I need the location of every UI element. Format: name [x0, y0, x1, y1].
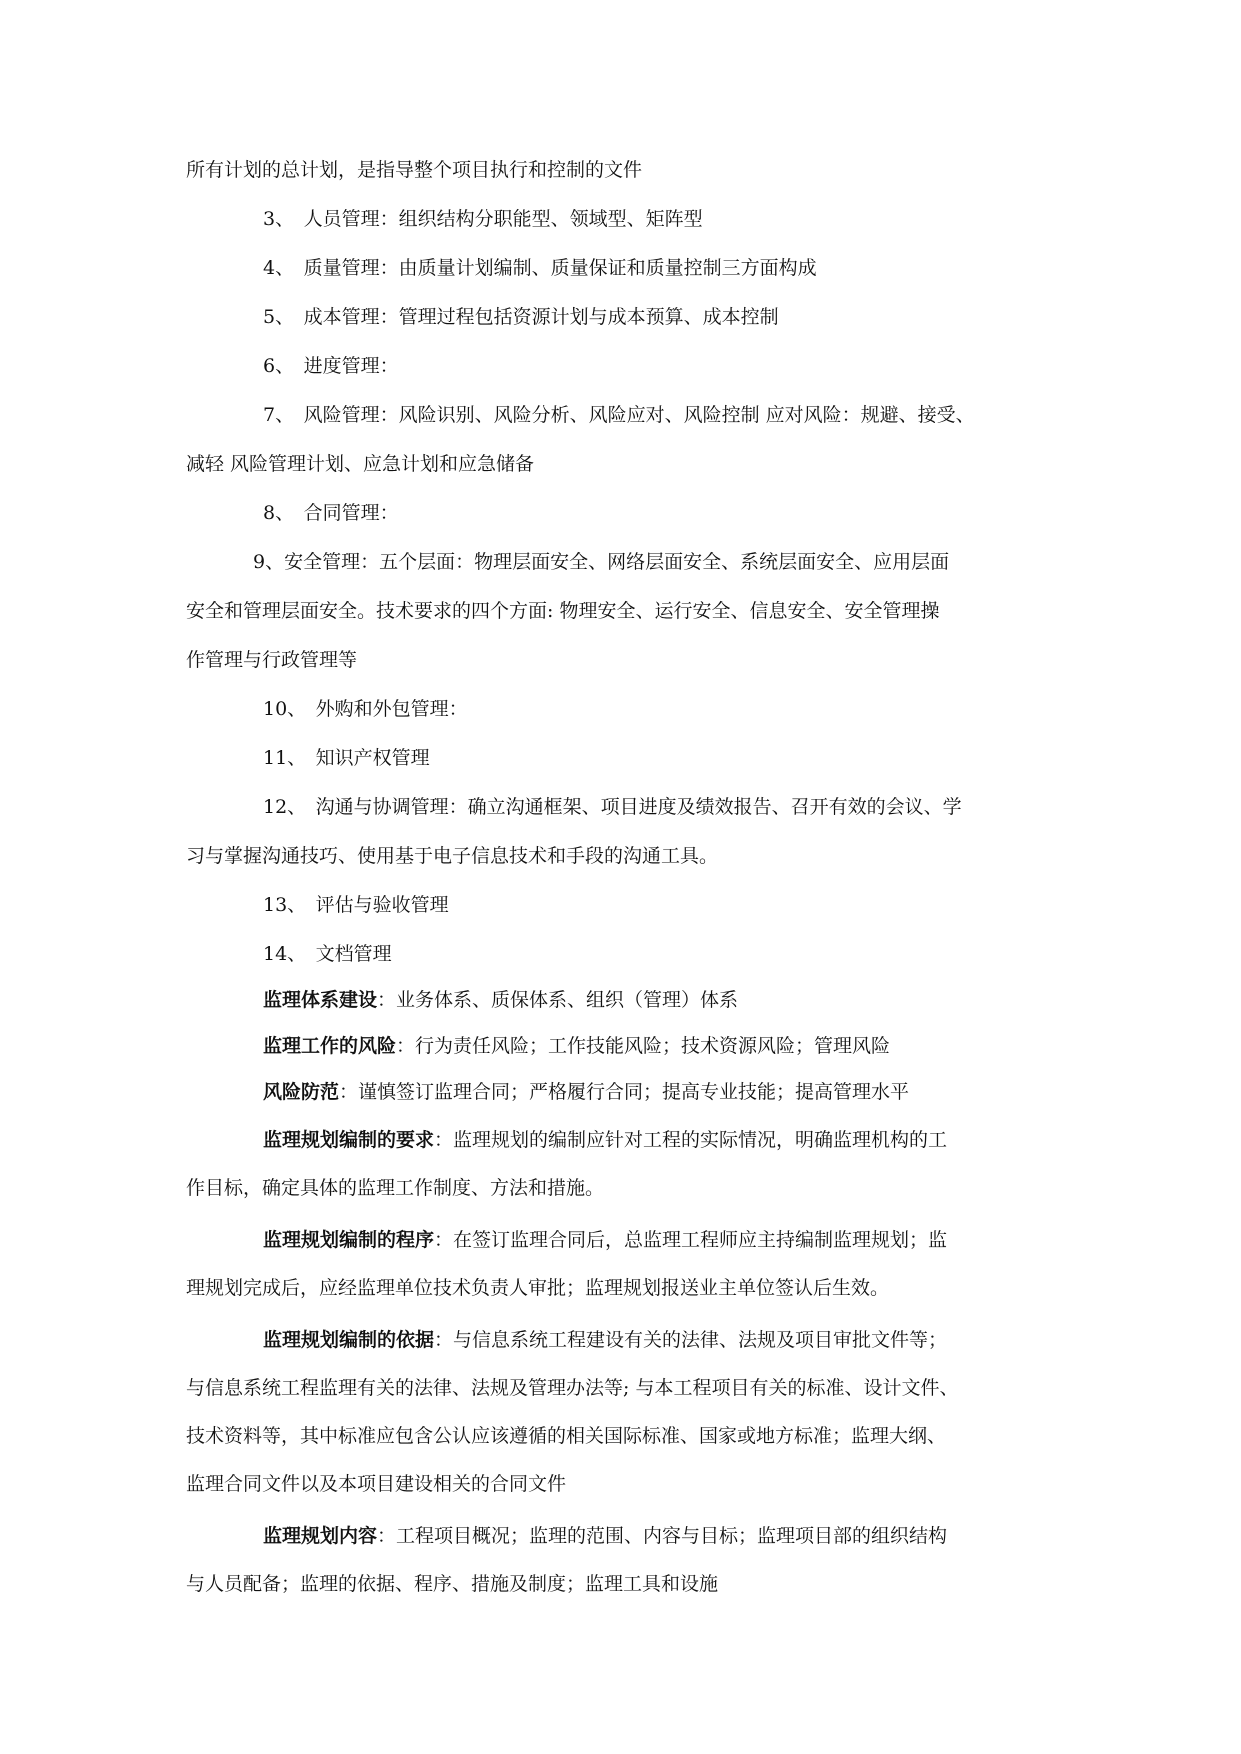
text-line: 安全和管理层面安全。技术要求的四个方面: 物理安全、运行安全、信息安全、安全管理操 [186, 600, 940, 622]
list-item-6: 6、 进度管理： [263, 355, 399, 377]
list-item-13: 13、 评估与验收管理 [263, 894, 449, 916]
list-item-5: 5、 成本管理：管理过程包括资源计划与成本预算、成本控制 [263, 306, 779, 328]
paragraph-line [263, 1032, 890, 1060]
list-item-11: 11、 知识产权管理 [263, 747, 430, 769]
term-heading: 监理规划编制的程序 [263, 1229, 435, 1251]
term-body: ：业务体系、质保体系、组织（管理）体系 [377, 989, 739, 1011]
term-body: ：监理规划的编制应针对工程的实际情况，明确监理机构的工 [434, 1129, 948, 1151]
list-item-9: 9、安全管理：五个层面：物理层面安全、网络层面安全、系统层面安全、应用层面 [253, 551, 950, 573]
paragraph-line [263, 1226, 947, 1254]
text-line: 减轻 风险管理计划、应急计划和应急储备 [186, 453, 535, 475]
paragraph-line [263, 986, 738, 1014]
term-heading: 监理规划内容 [263, 1525, 378, 1547]
text-line: 作目标，确定具体的监理工作制度、方法和措施。 [186, 1177, 605, 1199]
text-line: 技术资料等，其中标准应包含公认应该遵循的相关国际标准、国家或地方标准；监理大纲、 [186, 1425, 947, 1447]
term-body: ：谨慎签订监理合同；严格履行合同；提高专业技能；提高管理水平 [339, 1081, 910, 1103]
paragraph-line [263, 1522, 947, 1550]
list-item-14: 14、 文档管理 [263, 943, 392, 965]
term-heading: 风险防范 [263, 1081, 340, 1103]
paragraph-line [263, 1078, 909, 1106]
text-line: 习与掌握沟通技巧、使用基于电子信息技术和手段的沟通工具。 [186, 845, 719, 867]
text-line: 理规划完成后，应经监理单位技术负责人审批；监理规划报送业主单位签认后生效。 [186, 1277, 890, 1299]
text-line: 监理合同文件以及本项目建设相关的合同文件 [186, 1473, 567, 1495]
paragraph-line [263, 1126, 947, 1154]
text-line: 与人员配备；监理的依据、程序、措施及制度；监理工具和设施 [186, 1573, 719, 1595]
list-item-4: 4、 质量管理：由质量计划编制、质量保证和质量控制三方面构成 [263, 257, 817, 279]
term-body: ：工程项目概况；监理的范围、内容与目标；监理项目部的组织结构 [377, 1525, 948, 1547]
term-body: ：与信息系统工程建设有关的法律、法规及项目审批文件等； [434, 1329, 948, 1351]
list-item-12: 12、 沟通与协调管理：确立沟通框架、项目进度及绩效报告、召开有效的会议、学 [263, 796, 962, 818]
term-heading: 监理体系建设 [263, 989, 378, 1011]
text-line: 所有计划的总计划，是指导整个项目执行和控制的文件 [186, 159, 643, 181]
paragraph-line [263, 1326, 947, 1354]
list-item-3: 3、 人员管理：组织结构分职能型、领域型、矩阵型 [263, 208, 703, 230]
text-line: 作管理与行政管理等 [186, 649, 358, 671]
list-item-10: 10、 外购和外包管理： [263, 698, 468, 720]
term-body: ：行为责任风险；工作技能风险；技术资源风险；管理风险 [396, 1035, 891, 1057]
term-heading: 监理规划编制的依据 [263, 1329, 435, 1351]
text-line: 与信息系统工程监理有关的法律、法规及管理办法等; 与本工程项目有关的标准、设计文件、 [186, 1377, 959, 1399]
list-item-7: 7、 风险管理：风险识别、风险分析、风险应对、风险控制 应对风险：规避、接受、 [263, 404, 975, 426]
list-item-8: 8、 合同管理： [263, 502, 399, 524]
term-body: ：在签订监理合同后，总监理工程师应主持编制监理规划；监 [434, 1229, 948, 1251]
term-heading: 监理规划编制的要求 [263, 1129, 435, 1151]
term-heading: 监理工作的风险 [263, 1035, 397, 1057]
